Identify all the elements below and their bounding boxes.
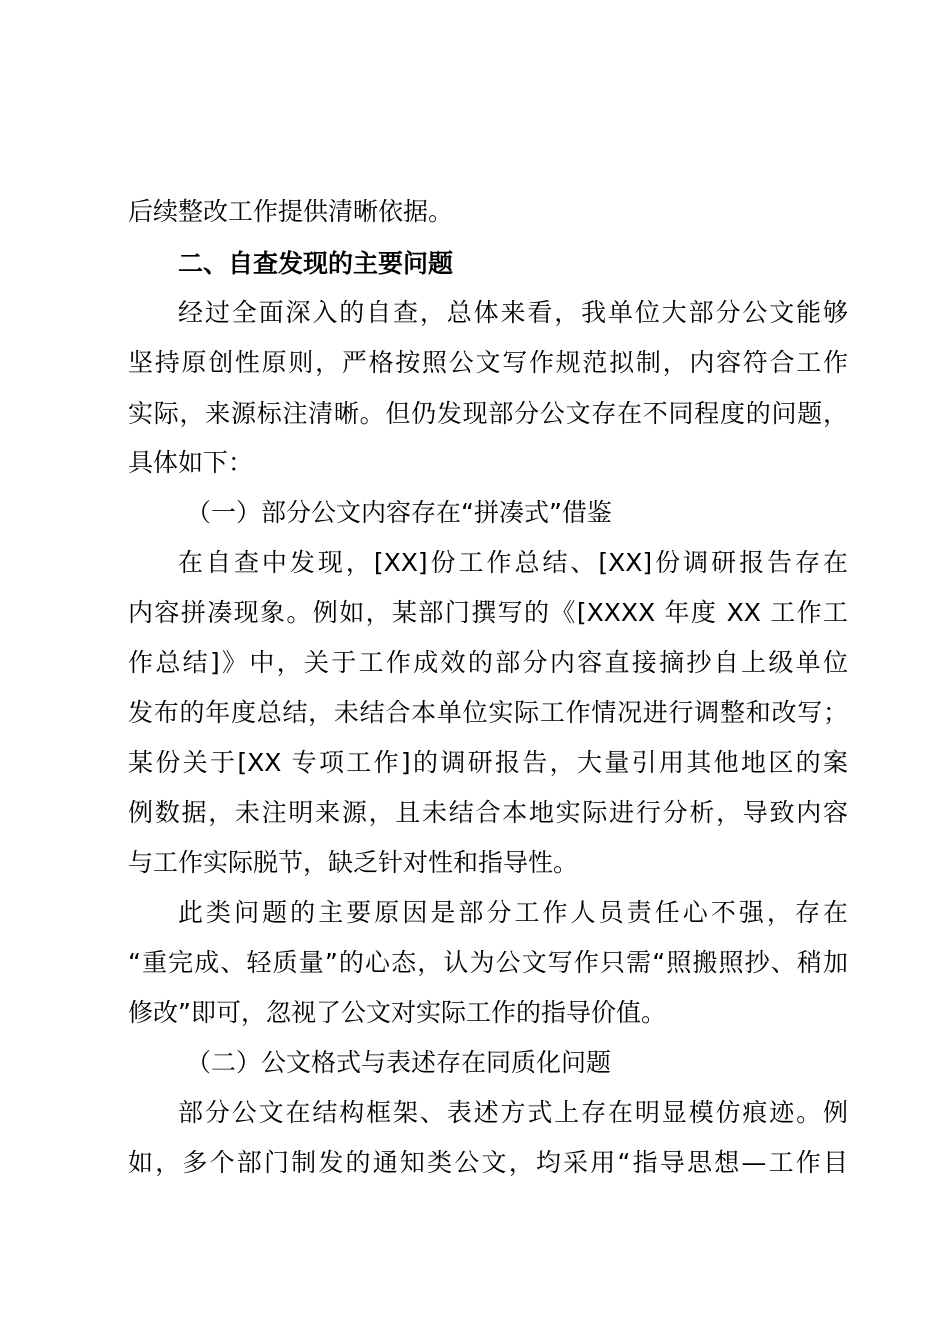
subsection-heading: （二）公文格式与表述存在同质化问题 (186, 1048, 612, 1077)
paragraph-line: 发布的年度总结，未结合本单位实际工作情况进行调整和改写； (128, 698, 848, 727)
paragraph-line: “重完成、轻质量”的心态，认为公文写作只需“照搬照抄、稍加 (128, 948, 848, 977)
paragraph-line: 部分公文在结构框架、表述方式上存在明显模仿痕迹。例 (178, 1098, 848, 1127)
paragraph-line: 在自查中发现，[XX]份工作总结、[XX]份调研报告存在 (178, 548, 848, 577)
paragraph-line: 实际，来源标注清晰。但仍发现部分公文存在不同程度的问题， (128, 399, 848, 428)
paragraph-line: 此类问题的主要原因是部分工作人员责任心不强，存在 (178, 898, 848, 927)
paragraph-line: 坚持原创性原则，严格按照公文写作规范拟制，内容符合工作 (128, 348, 848, 377)
paragraph-line: 内容拼凑现象。例如，某部门撰写的《[XXXX 年度 XX 工作工 (128, 598, 848, 627)
subsection-heading: （一）部分公文内容存在“拼凑式”借鉴 (186, 498, 612, 527)
paragraph-line: 作总结]》中，关于工作成效的部分内容直接摘抄自上级单位 (128, 648, 848, 677)
section-heading: 二、自查发现的主要问题 (178, 249, 454, 278)
paragraph-line: 经过全面深入的自查，总体来看，我单位大部分公文能够 (178, 298, 848, 327)
paragraph-line: 修改”即可，忽视了公文对实际工作的指导价值。 (128, 998, 666, 1027)
paragraph-line: 与工作实际脱节，缺乏针对性和指导性。 (128, 848, 579, 877)
paragraph-line: 例数据，未注明来源，且未结合本地实际进行分析，导致内容 (128, 798, 848, 827)
paragraph-line: 具体如下： (128, 448, 254, 477)
paragraph-line: 某份关于[XX 专项工作]的调研报告，大量引用其他地区的案 (128, 748, 848, 777)
paragraph-line: 如，多个部门制发的通知类公文，均采用“指导思想—工作目 (128, 1148, 848, 1177)
paragraph-line: 后续整改工作提供清晰依据。 (128, 197, 454, 226)
